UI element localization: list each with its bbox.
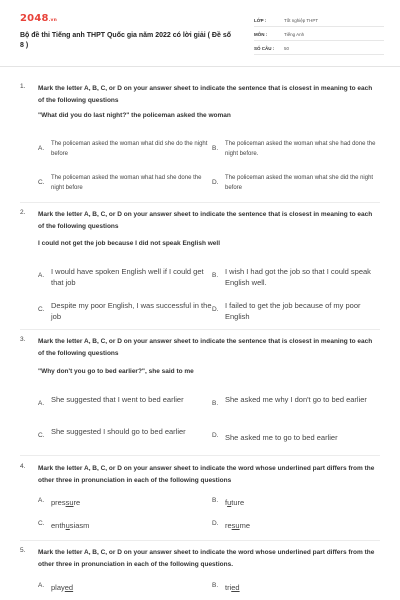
option-text: Despite my poor English, I was successful in the job bbox=[51, 301, 212, 321]
option-text: She asked me to go to bed earlier bbox=[225, 433, 338, 442]
option-text: resume bbox=[225, 521, 251, 530]
option-text: future bbox=[225, 498, 245, 507]
meta-value: Tốt nghiệp THPT bbox=[284, 18, 319, 23]
question-number: 2. bbox=[20, 209, 26, 216]
option-letter: C. bbox=[38, 432, 45, 439]
logo-suffix: .vn bbox=[48, 18, 58, 23]
meta-row-count bbox=[254, 44, 384, 55]
underlined-part: su bbox=[65, 498, 74, 507]
question-4 bbox=[20, 463, 380, 538]
option-text: I wish I had got the job so that I could speak English well. bbox=[225, 267, 371, 287]
option-letter: C. bbox=[38, 520, 45, 527]
question-number: 4. bbox=[20, 463, 26, 470]
question-prompt: "Why don't you go to bed earlier?", she said to me bbox=[38, 368, 194, 375]
option-letter: A. bbox=[38, 272, 45, 279]
option-text: She suggested I should go to bed earlier bbox=[51, 427, 186, 436]
site-logo[interactable] bbox=[20, 13, 57, 24]
option-letter: B. bbox=[212, 145, 219, 152]
option-letter: A. bbox=[38, 497, 45, 504]
option-text: The policeman asked the woman what she had done the night before. bbox=[225, 141, 376, 157]
option-text: She suggested that I went to bed earlier bbox=[51, 395, 184, 404]
question-number: 5. bbox=[20, 547, 26, 554]
option-text: I failed to get the job because of my poor English bbox=[225, 301, 361, 321]
question-stem: Mark the letter A, B, C, or D on your answer sheet to indicate the sentence that is closest in meaning to each of the following questions bbox=[38, 338, 373, 357]
option-letter: C. bbox=[38, 179, 45, 186]
page-header bbox=[0, 0, 400, 67]
option-letter: D. bbox=[212, 306, 219, 313]
question-prompt: "What did you do last night?" the policeman asked the woman bbox=[38, 112, 231, 119]
question-divider bbox=[20, 540, 380, 541]
question-number: 1. bbox=[20, 83, 26, 90]
option-letter: B. bbox=[212, 272, 219, 279]
document-title: Bộ đề thi Tiếng anh THPT Quốc gia năm 2022 có lời giải ( Đề số 8 ) bbox=[20, 32, 231, 49]
question-3 bbox=[20, 336, 380, 451]
question-stem: Mark the letter A, B, C, or D on your answer sheet to indicate the word whose underlined part differs from the other three in pronunciation in each of the following questions bbox=[38, 465, 375, 484]
question-2 bbox=[20, 209, 380, 324]
meta-key: LỚP : bbox=[254, 18, 267, 23]
option-text: She asked me why I don't go to bed earlier bbox=[225, 395, 367, 404]
question-stem: Mark the letter A, B, C, or D on your answer sheet to indicate the sentence that is closest in meaning to each of the following questions bbox=[38, 211, 373, 230]
option-letter: A. bbox=[38, 582, 45, 589]
option-text: enthusiasm bbox=[51, 521, 90, 530]
option-text: The policeman asked the woman what had she done the night before bbox=[51, 175, 202, 191]
question-stem: Mark the letter A, B, C, or D on your answer sheet to indicate the word whose underlined part differs from the other three in pronunciation in each of the following questions. bbox=[38, 549, 375, 568]
option-letter: D. bbox=[212, 520, 219, 527]
question-divider bbox=[20, 202, 380, 203]
option-letter: B. bbox=[212, 497, 219, 504]
meta-row-subject bbox=[254, 30, 384, 41]
option-letter: D. bbox=[212, 432, 219, 439]
underlined-part: ed bbox=[231, 583, 240, 592]
option-letter: B. bbox=[212, 400, 219, 407]
option-letter: B. bbox=[212, 582, 219, 589]
logo-main: 2048 bbox=[20, 13, 49, 24]
option-text: tried bbox=[225, 583, 240, 592]
option-letter: C. bbox=[38, 306, 45, 313]
meta-row-class bbox=[254, 16, 384, 27]
meta-key: MÔN : bbox=[254, 32, 268, 37]
meta-value: Tiếng Anh bbox=[284, 32, 305, 37]
underlined-part: u bbox=[65, 521, 70, 530]
underlined-part: u bbox=[227, 498, 232, 507]
option-letter: A. bbox=[38, 145, 45, 152]
option-text: The policeman asked the woman what did she do the night before bbox=[51, 141, 208, 157]
option-text: pressure bbox=[51, 498, 81, 507]
underlined-part: su bbox=[231, 521, 240, 530]
question-divider bbox=[20, 329, 380, 330]
meta-key: SỐ CÂU : bbox=[254, 46, 275, 51]
option-letter: D. bbox=[212, 179, 219, 186]
option-text: played bbox=[51, 583, 74, 592]
option-text: I would have spoken English well if I could get that job bbox=[51, 267, 204, 287]
question-prompt: I could not get the job because I did not speak English well bbox=[38, 240, 221, 247]
question-5 bbox=[20, 547, 380, 597]
option-letter: A. bbox=[38, 400, 45, 407]
option-text: The policeman asked the woman what she did the night before bbox=[225, 175, 374, 191]
question-number: 3. bbox=[20, 336, 26, 343]
underlined-part: ed bbox=[64, 583, 74, 592]
meta-value: 50 bbox=[284, 46, 290, 51]
question-1 bbox=[20, 83, 380, 198]
question-stem: Mark the letter A, B, C, or D on your answer sheet to indicate the sentence that is closest in meaning to each of the following questions bbox=[38, 85, 373, 104]
question-divider bbox=[20, 455, 380, 456]
